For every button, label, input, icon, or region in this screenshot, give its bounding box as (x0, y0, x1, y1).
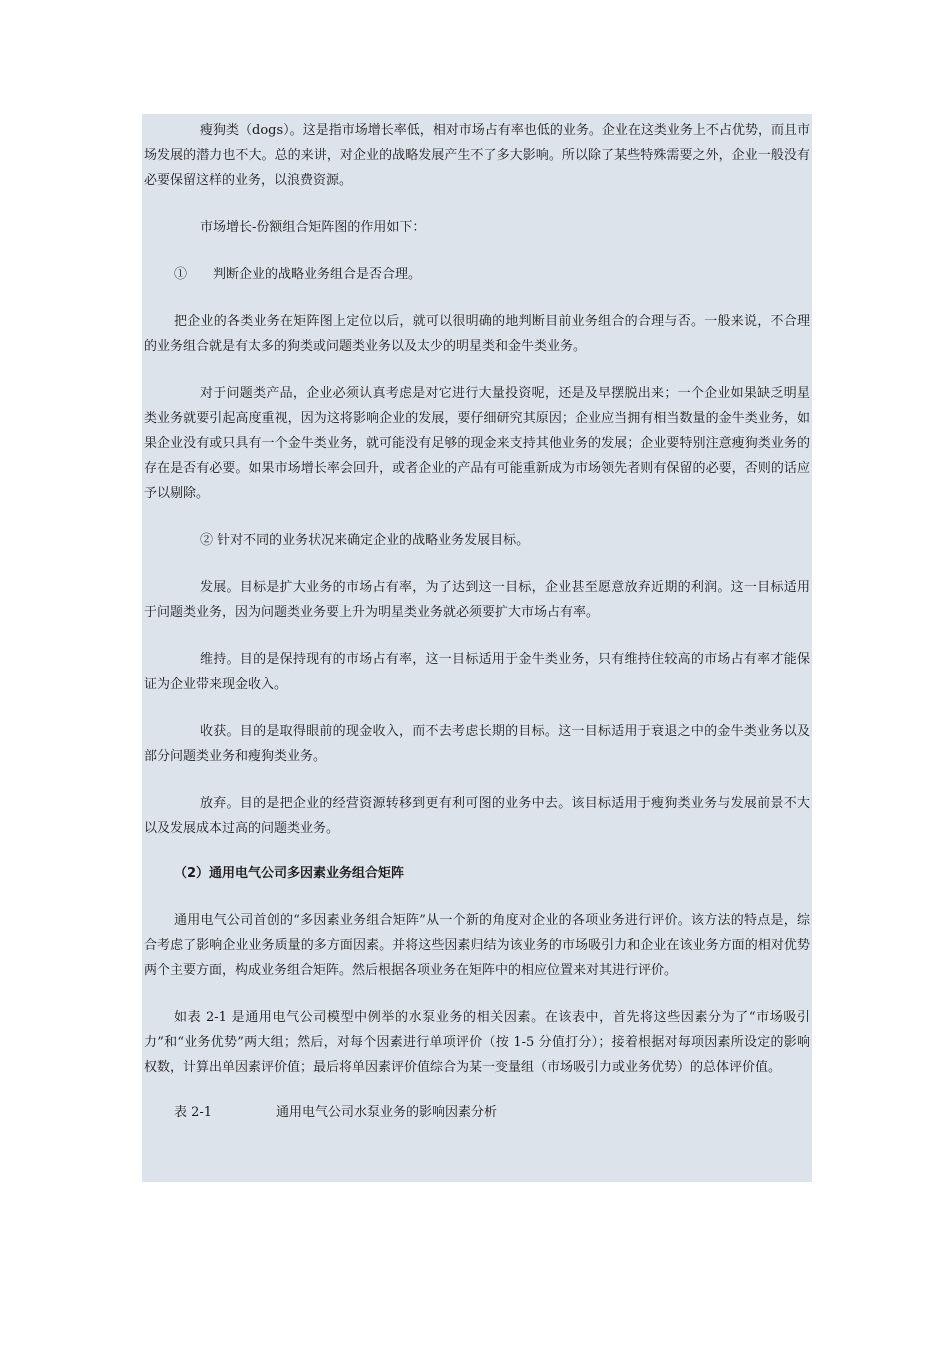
paragraph-problem-products: 对于问题类产品，企业必须认真考虑是对它进行大量投资呢，还是及早摆脱出来；一个企业如果缺乏明星类业务就要引起高度重视，因为这将影响企业的发展，要仔细研究其原因；企业应当拥有相当数量的金牛类业务，如果企业没有或只具有一个金牛类业务，就可能没有足够的现金来支持其他业务的发展；企业要特别注意瘦狗类业务的存在是否有必要。如果市场增长率会回升，或者企业的产品有可能重新成为市场领先者则有保留的必要，否则的话应予以剔除。 (144, 386, 810, 501)
paragraph-table-desc: 如表 2-1 是通用电气公司模型中例举的水泵业务的相关因素。在该表中，首先将这些因素分为了“市场吸引力”和“业务优势”两大组；然后，对每个因素进行单项评价（按 1-5 分值打分）；接着根据对每项因素所设定的影响权数，计算出单因素评价值；最后将单因素评价值综合为某一变量组（市场吸引力或业务优势）的总体评价值。 (144, 1010, 810, 1075)
paragraph-maintain: 维持。目的是保持现有的市场占有率，这一目标适用于金牛类业务，只有维持住较高的市场占有率才能保证为企业带来现金收入。 (144, 652, 810, 692)
table-caption-number: 表 2-1 (174, 1105, 213, 1120)
table-caption-title: 通用电气公司水泵业务的影响因素分析 (276, 1105, 498, 1120)
paragraph-develop: 发展。目标是扩大业务的市场占有率，为了达到这一目标，企业甚至愿意放弃近期的利润。这一目标适用于问题类业务，因为问题类业务要上升为明星类业务就必须要扩大市场占有率。 (144, 580, 810, 620)
paragraph-role-intro: 市场增长-份额组合矩阵图的作用如下： (200, 220, 426, 235)
paragraph-point-1: ① 判断企业的战略业务组合是否合理。 (174, 267, 422, 282)
table-caption (142, 1100, 812, 1125)
section-heading-number: （2） (174, 866, 210, 881)
paragraph-harvest: 收获。目的是取得眼前的现金收入，而不去考虑长期的目标。这一目标适用于衰退之中的金牛类业务以及部分问题类业务和瘦狗类业务。 (144, 724, 810, 764)
section-heading (142, 861, 812, 886)
paragraph-point-2: ② 针对不同的业务状况来确定企业的战略业务发展目标。 (200, 533, 530, 548)
paragraph-point-1-desc: 把企业的各类业务在矩阵图上定位以后，就可以很明确的地判断目前业务组合的合理与否。一般来说，不合理的业务组合就是有太多的狗类或问题类业务以及太少的明星类和金牛类业务。 (144, 314, 810, 354)
paragraph-ge-desc: 通用电气公司首创的“多因素业务组合矩阵”从一个新的角度对企业的各项业务进行评价。该方法的特点是，综合考虑了影响企业业务质量的多方面因素。并将这些因素归结为该业务的市场吸引力和企业在该业务方面的相对优势两个主要方面，构成业务组合矩阵。然后根据各项业务在矩阵中的相应位置来对其进行评价。 (144, 913, 810, 978)
document-content (142, 114, 812, 1182)
section-heading-title: 通用电气公司多因素业务组合矩阵 (209, 866, 405, 881)
paragraph-dogs: 瘦狗类（dogs）。这是指市场增长率低，相对市场占有率也低的业务。企业在这类业务上不占优势，而且市场发展的潜力也不大。总的来讲，对企业的战略发展产生不了多大影响。所以除了某些特殊需要之外，企业一般没有必要保留这样的业务，以浪费资源。 (144, 123, 810, 188)
paragraph-divest: 放弃。目的是把企业的经营资源转移到更有利可图的业务中去。该目标适用于瘦狗类业务与发展前景不大以及发展成本过高的问题类业务。 (144, 796, 810, 836)
